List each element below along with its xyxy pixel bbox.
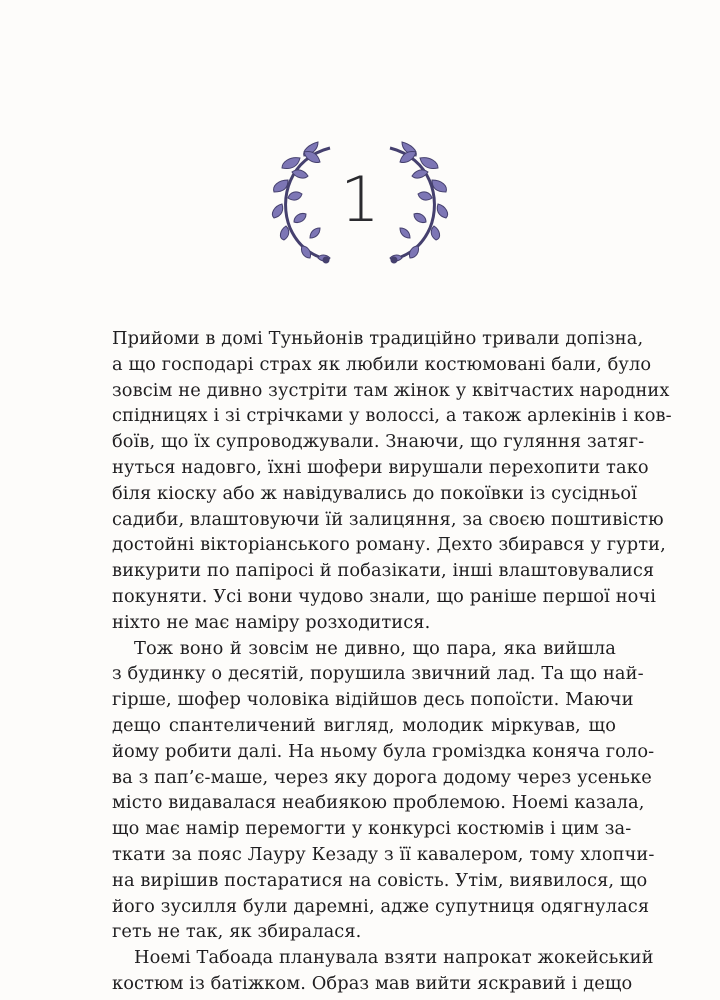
text-line: біля кіоску або ж навідувались до покоївки із сусідньої bbox=[112, 482, 638, 504]
text-line: боїв, що їх супроводжували. Знаючи, що гуляння затяг- bbox=[112, 431, 645, 453]
chapter-number: 1 bbox=[340, 163, 380, 236]
chapter-heading bbox=[260, 128, 460, 278]
text-line: зовсім не дивно зустріти там жінок у квітчастих народних bbox=[112, 379, 670, 401]
body-text bbox=[112, 326, 672, 997]
text-line: достойні вікторіанського роману. Дехто збирався у гурти, bbox=[112, 534, 666, 556]
text-line: гірше, шофер чоловіка відійшов десь попоїсти. Маючи bbox=[112, 689, 634, 711]
text-line: Ноемі Табоада планувала взяти напрокат жокейський bbox=[134, 947, 654, 969]
text-line: садиби, влаштовуючи їй залицяння, за своєю поштивістю bbox=[112, 508, 664, 530]
text-line: нуться надовго, їхні шофери вирушали перехопити тако bbox=[112, 456, 649, 478]
text-line: а що господарі страх як любили костюмовані бали, було bbox=[112, 353, 652, 375]
text-line: дещо спантеличений вигляд, молодик міркував, що bbox=[112, 714, 616, 736]
text-line: геть не так, як збиралася. bbox=[112, 921, 362, 943]
text-line: місто видавалася неабиякою проблемою. Ноемі казала, bbox=[112, 792, 645, 814]
text-line: викурити по папіросі й побазікати, інші влаштовувалися bbox=[112, 560, 655, 582]
text-line: костюм із батіжком. Образ мав вийти яскравий і дещо bbox=[112, 972, 633, 994]
text-line: йому робити далі. На ньому була громіздка коняча голо- bbox=[112, 740, 655, 762]
text-line: його зусилля були даремні, адже супутниця одягнулася bbox=[112, 895, 650, 917]
text-line: Прийоми в домі Туньйонів традиційно тривали допізна, bbox=[112, 328, 644, 349]
text-line: покуняти. Усі вони чудово знали, що раніше першої ночі bbox=[112, 585, 657, 607]
text-line: ткати за пояс Лауру Кезаду з її кавалером, тому хлопчи- bbox=[112, 843, 655, 865]
text-line: на вирішив постаратися на совість. Утім, виявилося, що bbox=[112, 869, 648, 891]
text-line: ва з пап’є-маше, через яку дорога додому через усеньке bbox=[112, 766, 652, 788]
text-line: з будинку о десятій, порушила звичний лад. Та що най- bbox=[112, 663, 644, 685]
text-line: ніхто не має наміру розходитися. bbox=[112, 611, 431, 633]
text-line: що має намір перемогти у конкурсі костюмів і цим за- bbox=[112, 818, 632, 840]
text-line: спідницях і зі стрічками у волоссі, а також арлекінів і ков- bbox=[112, 405, 672, 427]
text-line: Тож воно й зовсім не дивно, що пара, яка вийшла bbox=[134, 637, 616, 659]
